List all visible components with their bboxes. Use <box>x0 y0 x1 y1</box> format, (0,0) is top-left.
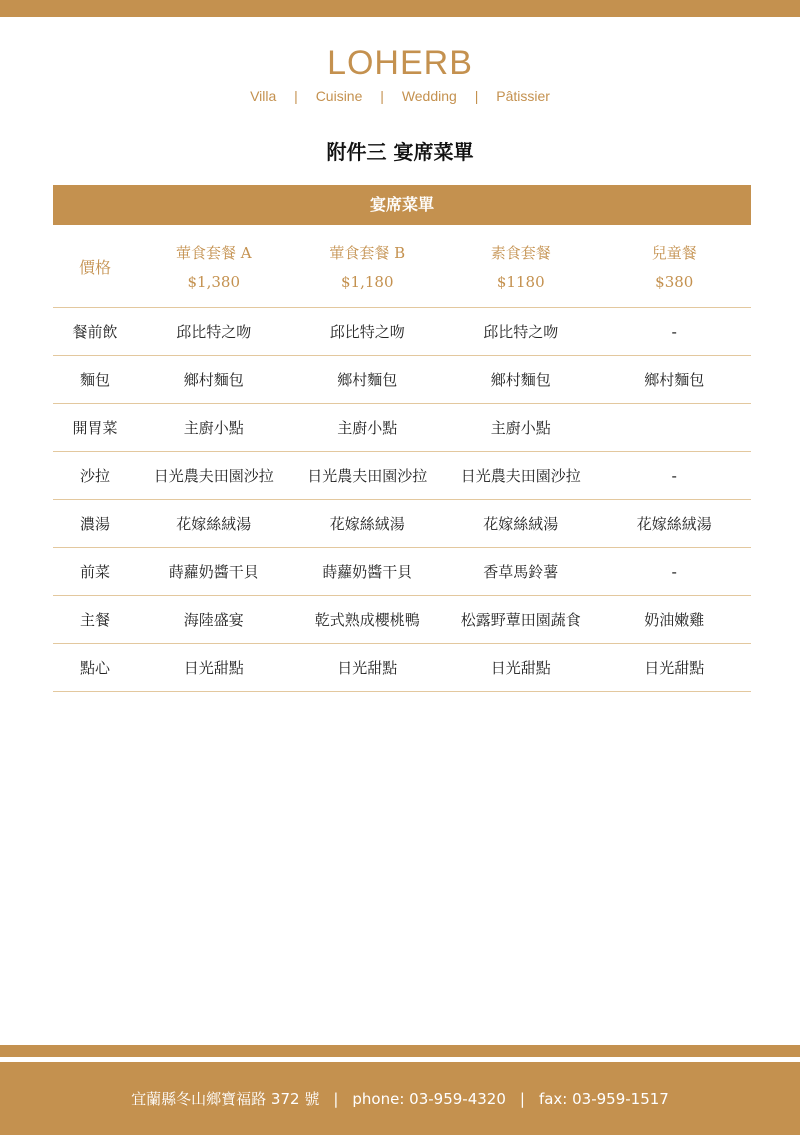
package-column-header <box>291 225 445 307</box>
menu-cell: - <box>671 466 677 485</box>
course-label: 點心 <box>79 659 110 677</box>
table-row <box>53 644 751 692</box>
package-column-header <box>137 225 291 307</box>
table-row <box>53 404 751 452</box>
package-price: $1180 <box>496 272 545 291</box>
banquet-menu-table <box>53 185 751 692</box>
menu-cell: 日光甜點 <box>490 659 551 677</box>
menu-cell: 日光甜點 <box>644 659 705 677</box>
menu-cell: 日光甜點 <box>183 659 244 677</box>
course-label: 開胃菜 <box>72 419 118 437</box>
table-row <box>53 452 751 500</box>
nav-separator: | <box>380 88 384 104</box>
course-label: 前菜 <box>79 563 110 581</box>
menu-cell: 主廚小點 <box>183 419 244 437</box>
menu-cell: 日光農夫田園沙拉 <box>307 467 428 485</box>
menu-cell: - <box>671 322 677 341</box>
menu-cell: 日光農夫田園沙拉 <box>460 467 581 485</box>
menu-cell: 邱比特之吻 <box>176 323 252 341</box>
menu-cell: 主廚小點 <box>490 419 551 437</box>
menu-cell <box>598 404 752 451</box>
nav-item-villa: Villa <box>250 88 277 104</box>
package-price: $1,380 <box>187 272 240 291</box>
package-column-header <box>444 225 598 307</box>
menu-cell: 鄉村麵包 <box>490 371 551 389</box>
footer-contact-bar <box>0 1062 800 1135</box>
table-row <box>53 548 751 596</box>
menu-cell: 花嫁絲絨湯 <box>329 515 405 533</box>
menu-cell: 花嫁絲絨湯 <box>176 515 252 533</box>
menu-cell: 奶油嫩雞 <box>644 611 705 629</box>
top-accent-bar <box>0 0 800 17</box>
menu-cell: 蒔蘿奶醬干貝 <box>322 563 413 581</box>
nav-item-patissier: Pâtissier <box>496 88 550 104</box>
package-price: $1,180 <box>341 272 394 291</box>
table-row <box>53 356 751 404</box>
brand-logo: LOHERB <box>327 44 473 82</box>
menu-cell: 海陸盛宴 <box>183 611 244 629</box>
course-label: 麵包 <box>79 371 110 389</box>
menu-cell: 主廚小點 <box>337 419 398 437</box>
table-row <box>53 596 751 644</box>
menu-cell: 松露野蕈田園蔬食 <box>460 611 581 629</box>
package-name: 葷食套餐 A <box>175 243 252 262</box>
footer-accent-line <box>0 1045 800 1057</box>
course-label: 餐前飲 <box>72 323 118 341</box>
menu-cell: - <box>671 562 677 581</box>
course-label: 沙拉 <box>79 467 110 485</box>
table-row <box>53 500 751 548</box>
package-name: 素食套餐 <box>490 243 551 262</box>
package-price: $380 <box>655 272 694 291</box>
brand-nav <box>0 88 800 104</box>
footer-address: 宜蘭縣冬山鄉寶福路 372 號 <box>131 1090 320 1108</box>
menu-cell: 花嫁絲絨湯 <box>636 515 712 533</box>
menu-cell: 鄉村麵包 <box>337 371 398 389</box>
menu-cell: 邱比特之吻 <box>483 323 559 341</box>
table-row <box>53 308 751 356</box>
footer-phone: phone: 03-959-4320 <box>352 1089 506 1108</box>
menu-cell: 乾式熟成櫻桃鴨 <box>314 611 420 629</box>
menu-cell: 邱比特之吻 <box>329 323 405 341</box>
course-label: 濃湯 <box>79 515 110 533</box>
menu-cell: 花嫁絲絨湯 <box>483 515 559 533</box>
package-name: 葷食套餐 B <box>329 243 406 262</box>
menu-cell: 日光甜點 <box>337 659 398 677</box>
course-label: 主餐 <box>79 611 110 629</box>
package-column-header <box>598 225 752 307</box>
nav-separator: | <box>294 88 298 104</box>
menu-cell: 鄉村麵包 <box>183 371 244 389</box>
price-row <box>53 225 751 308</box>
price-label: 價格 <box>78 257 111 277</box>
footer-separator: | <box>333 1089 339 1108</box>
footer-separator: | <box>519 1089 525 1108</box>
menu-cell: 蒔蘿奶醬干貝 <box>168 563 259 581</box>
menu-cell: 日光農夫田園沙拉 <box>153 467 274 485</box>
nav-item-wedding: Wedding <box>401 88 457 104</box>
nav-separator: | <box>474 88 479 104</box>
nav-item-cuisine: Cuisine <box>315 88 363 104</box>
package-name: 兒童餐 <box>651 243 697 262</box>
footer-fax: fax: 03-959-1517 <box>538 1089 669 1108</box>
menu-cell: 香草馬鈴薯 <box>483 563 559 581</box>
document-title: 附件三 宴席菜單 <box>326 140 474 164</box>
menu-table-header: 宴席菜單 <box>53 185 751 225</box>
menu-cell: 鄉村麵包 <box>644 371 705 389</box>
